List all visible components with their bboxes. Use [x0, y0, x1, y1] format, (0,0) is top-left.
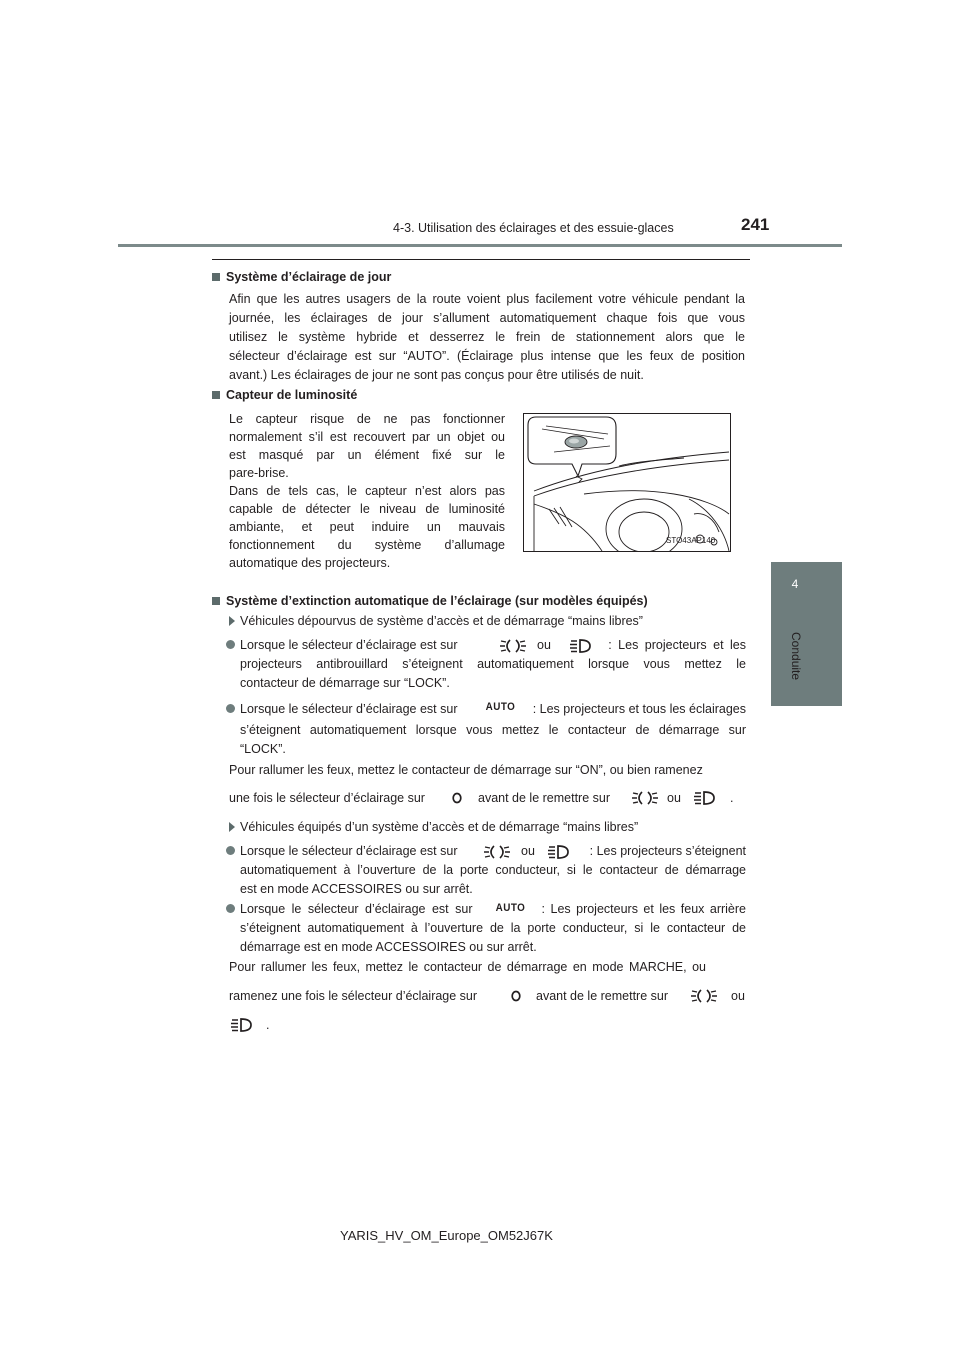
bullet-2-text: Lorsque le sélecteur d’éclairage est sur : Les projecteurs et tous les éclairages s’éteignent automatiquement lorsque vous mettez le contacteur de démarrage sur “LOCK”.	[240, 702, 746, 756]
sensor-heading: Capteur de luminosité	[212, 388, 357, 402]
subsection-without-smart-entry: Véhicules dépourvus de système d’accès et de démarrage “mains libres”	[229, 614, 643, 628]
square-bullet-icon	[212, 273, 220, 281]
bullet-icon	[226, 704, 235, 713]
header-rule	[118, 244, 842, 247]
subsection-with-smart-entry: Véhicules équipés d’un système d’accès et de démarrage “mains libres”	[229, 820, 638, 834]
triangle-bullet-icon	[229, 822, 235, 832]
relight-paragraph-1-end: .	[730, 791, 734, 805]
parking-lights-icon	[500, 637, 526, 655]
parking-lights-icon	[691, 987, 717, 1005]
bullet-icon	[226, 846, 235, 855]
auto-icon: AUTO	[485, 701, 516, 713]
auto-icon: AUTO	[495, 902, 526, 914]
chapter-side-label-text: Conduite	[789, 632, 803, 681]
headlights-icon	[568, 637, 594, 655]
chapter-side-label	[789, 632, 803, 688]
relight-paragraph-1-pre: une fois le sélecteur d’éclairage sur	[229, 791, 425, 805]
section-rule	[212, 259, 750, 260]
dashboard-sensor-illustration	[523, 413, 731, 552]
relight-paragraph-1-ou: ou	[667, 791, 681, 805]
figure-code: STO43AP140	[666, 536, 716, 545]
relight-paragraph-2-mid: avant de le remettre sur	[536, 989, 669, 1003]
bullet-3-text: Lorsque le sélecteur d’éclairage est sur ou : Les projecteurs s’éteignent automatiquement à l’ouverture de la porte conducteur, si le contacteur de démarrage est en mode ACCESSOIRES ou sur arrêt.	[240, 844, 746, 896]
headlights-icon	[546, 843, 572, 861]
parking-lights-icon	[632, 789, 658, 807]
relight-paragraph-1-mid: avant de le remettre sur	[478, 791, 611, 805]
chapter-tab-number: 4	[791, 577, 799, 591]
daytime-paragraph: Afin que les autres usagers de la route voient plus facilement votre véhicule pendant la journée, les éclairages de jour s’allument automatiquement chaque fois que vous utilisez le système hybride et desserrez le frein de stationnement alors que le sélecteur d’éclairage est sur “AUTO”. (Éclairage plus intense que les feux de position avant.) Les éclairages de jour ne sont pas conçus pour être utilisés de nuit.	[229, 292, 745, 382]
relight-paragraph-2-ou: ou	[731, 989, 745, 1003]
off-icon	[509, 988, 523, 1004]
bullet-icon	[226, 904, 235, 913]
relight-paragraph-2-end: .	[266, 1018, 270, 1032]
bullet-4-text: Lorsque le sélecteur d’éclairage est sur : Les projecteurs et les feux arrière s’éteignent automatiquement à l’ouverture de la porte conducteur, si le contacteur de démarrage est en mode ACCESSOIRES ou sur arrêt.	[240, 902, 746, 954]
bullet-1-text: Lorsque le sélecteur d’éclairage est sur ou : Les projecteurs et les projecteurs antibrouillard s’éteignent automatiquement lorsque vous mettez le contacteur de démarrage sur “LOCK”.	[240, 638, 746, 690]
square-bullet-icon	[212, 391, 220, 399]
triangle-bullet-icon	[229, 616, 235, 626]
daytime-heading: Système d’éclairage de jour	[212, 270, 391, 284]
page-number: 241	[741, 215, 770, 234]
document-footer-code: YARIS_HV_OM_Europe_OM52J67K	[340, 1228, 553, 1243]
chapter-title: 4-3. Utilisation des éclairages et des essuie-glaces	[393, 221, 674, 235]
autooff-heading: Système d’extinction automatique de l’éclairage (sur modèles équipés)	[212, 594, 648, 608]
sensor-paragraph: Le capteur risque de ne pas fonctionner normalement s’il est recouvert par un objet ou est masqué par un élément fixé sur le pare-brise. Dans de tels cas, le capteur n’est alors pas capable de détecter le niveau de luminosité ambiante, et peut induire un mauvais fonctionnement du système d’allumage automatique des projecteurs.	[229, 412, 505, 570]
relight-paragraph-2-line-1: Pour rallumer les feux, mettez le contacteur de démarrage en mode MARCHE, ou	[229, 960, 706, 974]
relight-paragraph-2-pre: ramenez une fois le sélecteur d’éclairage sur	[229, 989, 478, 1003]
parking-lights-icon	[484, 843, 510, 861]
headlights-icon	[692, 789, 718, 807]
headlights-icon	[229, 1016, 255, 1034]
bullet-icon	[226, 640, 235, 649]
square-bullet-icon	[212, 597, 220, 605]
relight-paragraph-1-line-1: Pour rallumer les feux, mettez le contacteur de démarrage sur “ON”, ou bien ramenez	[229, 763, 703, 777]
dashboard-drawing	[524, 414, 730, 551]
off-icon	[450, 790, 464, 806]
